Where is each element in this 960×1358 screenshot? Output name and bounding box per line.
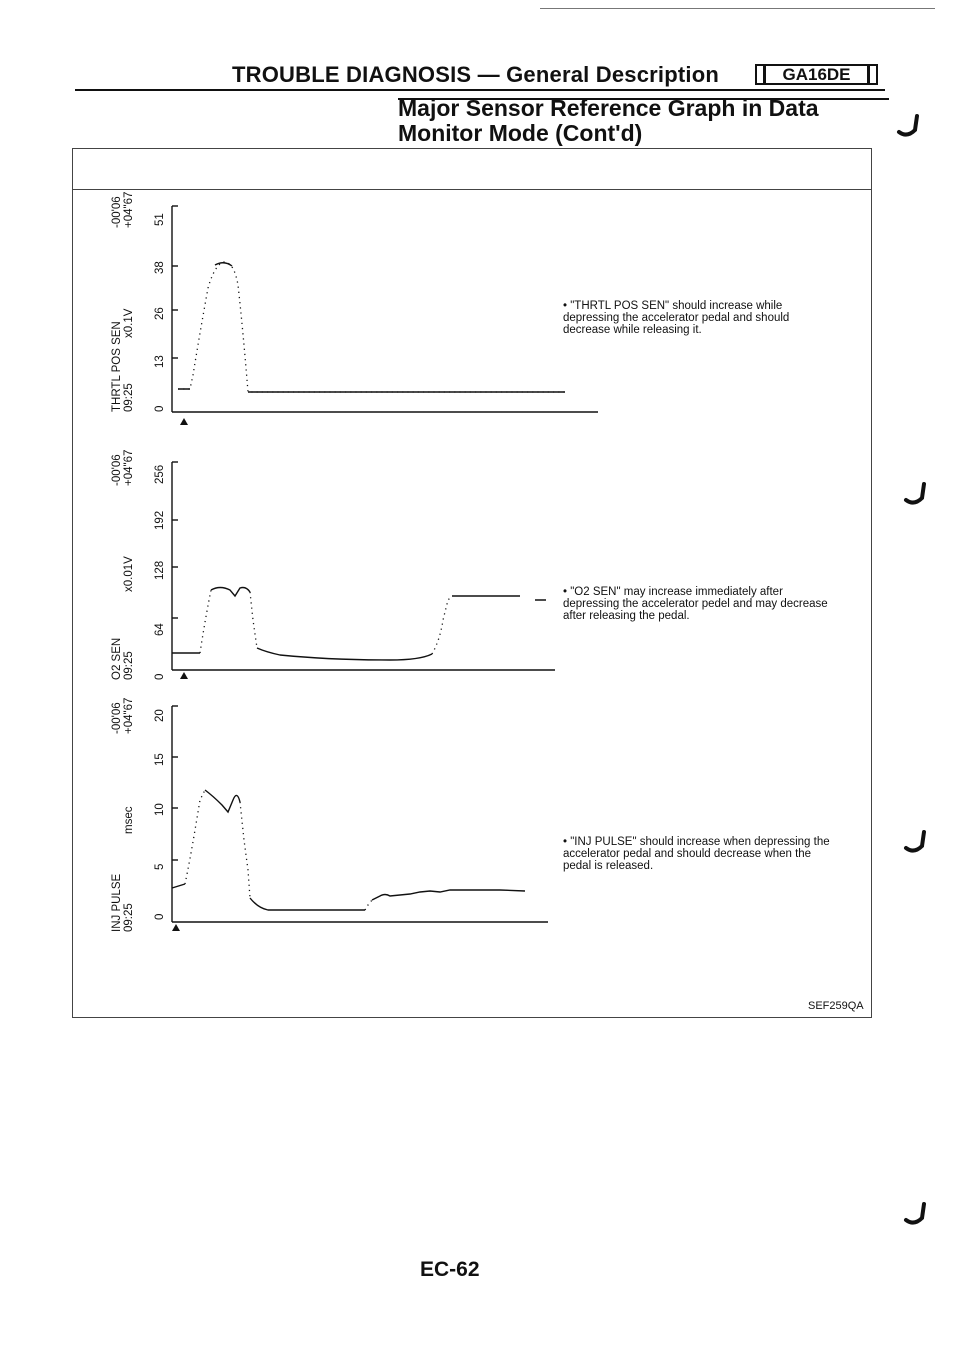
page-title: TROUBLE DIAGNOSIS — General Description [232, 62, 719, 87]
binding-hook-icon [902, 480, 932, 508]
tick-label: 0 [154, 405, 166, 412]
figure-id: SEF259QA [808, 1000, 864, 1012]
tick-label: 0 [154, 913, 166, 920]
graph-item-label: THRTL POS SEN [111, 321, 123, 412]
tick-label: 51 [154, 213, 166, 226]
graph-note-o2-sen: • "O2 SEN" may increase immediately after depressing the accelerator pedel and may decrease after releasing the pedal. [563, 586, 828, 622]
binding-hook-icon [902, 828, 932, 856]
graph-time-label: 09:25 [123, 651, 135, 680]
graph-thrtl-pos-sen [111, 192, 598, 425]
graph-marker-2: +04"67 [123, 697, 135, 734]
graph-note-inj-pulse: • "INJ PULSE" should increase when depressing the accelerator pedal and should decrease when the pedal is released. [563, 836, 830, 872]
tick-label: 64 [154, 623, 166, 636]
graph-marker-1: -00'06 [111, 196, 123, 228]
tick-label: 26 [154, 307, 166, 320]
tick-label: 20 [154, 709, 166, 722]
time-marker-icon [172, 924, 180, 931]
graph-item-label: INJ PULSE [111, 873, 123, 932]
graph-note-thrtl-pos-sen: • "THRTL POS SEN" should increase while depressing the accelerator pedal and should decrease while releasing it. [563, 300, 790, 336]
tick-label: 38 [154, 261, 166, 274]
graph-marker-2: +04"67 [123, 191, 135, 228]
graph-o2-sen [111, 450, 555, 680]
engine-code: GA16DE [782, 64, 851, 84]
tick-label: 128 [154, 560, 166, 580]
graph-scale-label: msec [123, 806, 135, 834]
page-number: EC-62 [420, 1258, 480, 1281]
tick-label: 192 [154, 510, 166, 530]
section-title-line-2: Monitor Mode (Cont'd) [398, 120, 643, 146]
graph-scale-label: x0.01V [123, 556, 135, 592]
time-marker-icon [180, 672, 188, 679]
time-marker-icon [180, 418, 188, 425]
graph-inj-pulse [111, 698, 548, 932]
graph-marker-1: -00'06 [111, 702, 123, 734]
graph-marker-2: +04"67 [123, 449, 135, 486]
tick-label: 256 [154, 464, 166, 484]
binding-hook-icon [895, 112, 925, 140]
tick-label: 5 [154, 863, 166, 870]
tick-label: 13 [154, 355, 166, 368]
binding-hook-icon [902, 1200, 932, 1228]
graph-scale-label: x0.1V [123, 308, 135, 338]
tick-label: 15 [154, 753, 166, 766]
graph-time-label: 09:25 [123, 383, 135, 412]
tick-label: 0 [154, 673, 166, 680]
tick-label: 10 [154, 803, 166, 816]
graph-marker-1: -00'06 [111, 454, 123, 486]
graph-time-label: 09:25 [123, 903, 135, 932]
section-title-line-1: Major Sensor Reference Graph in Data [398, 95, 819, 121]
graph-item-label: O2 SEN [111, 637, 123, 680]
